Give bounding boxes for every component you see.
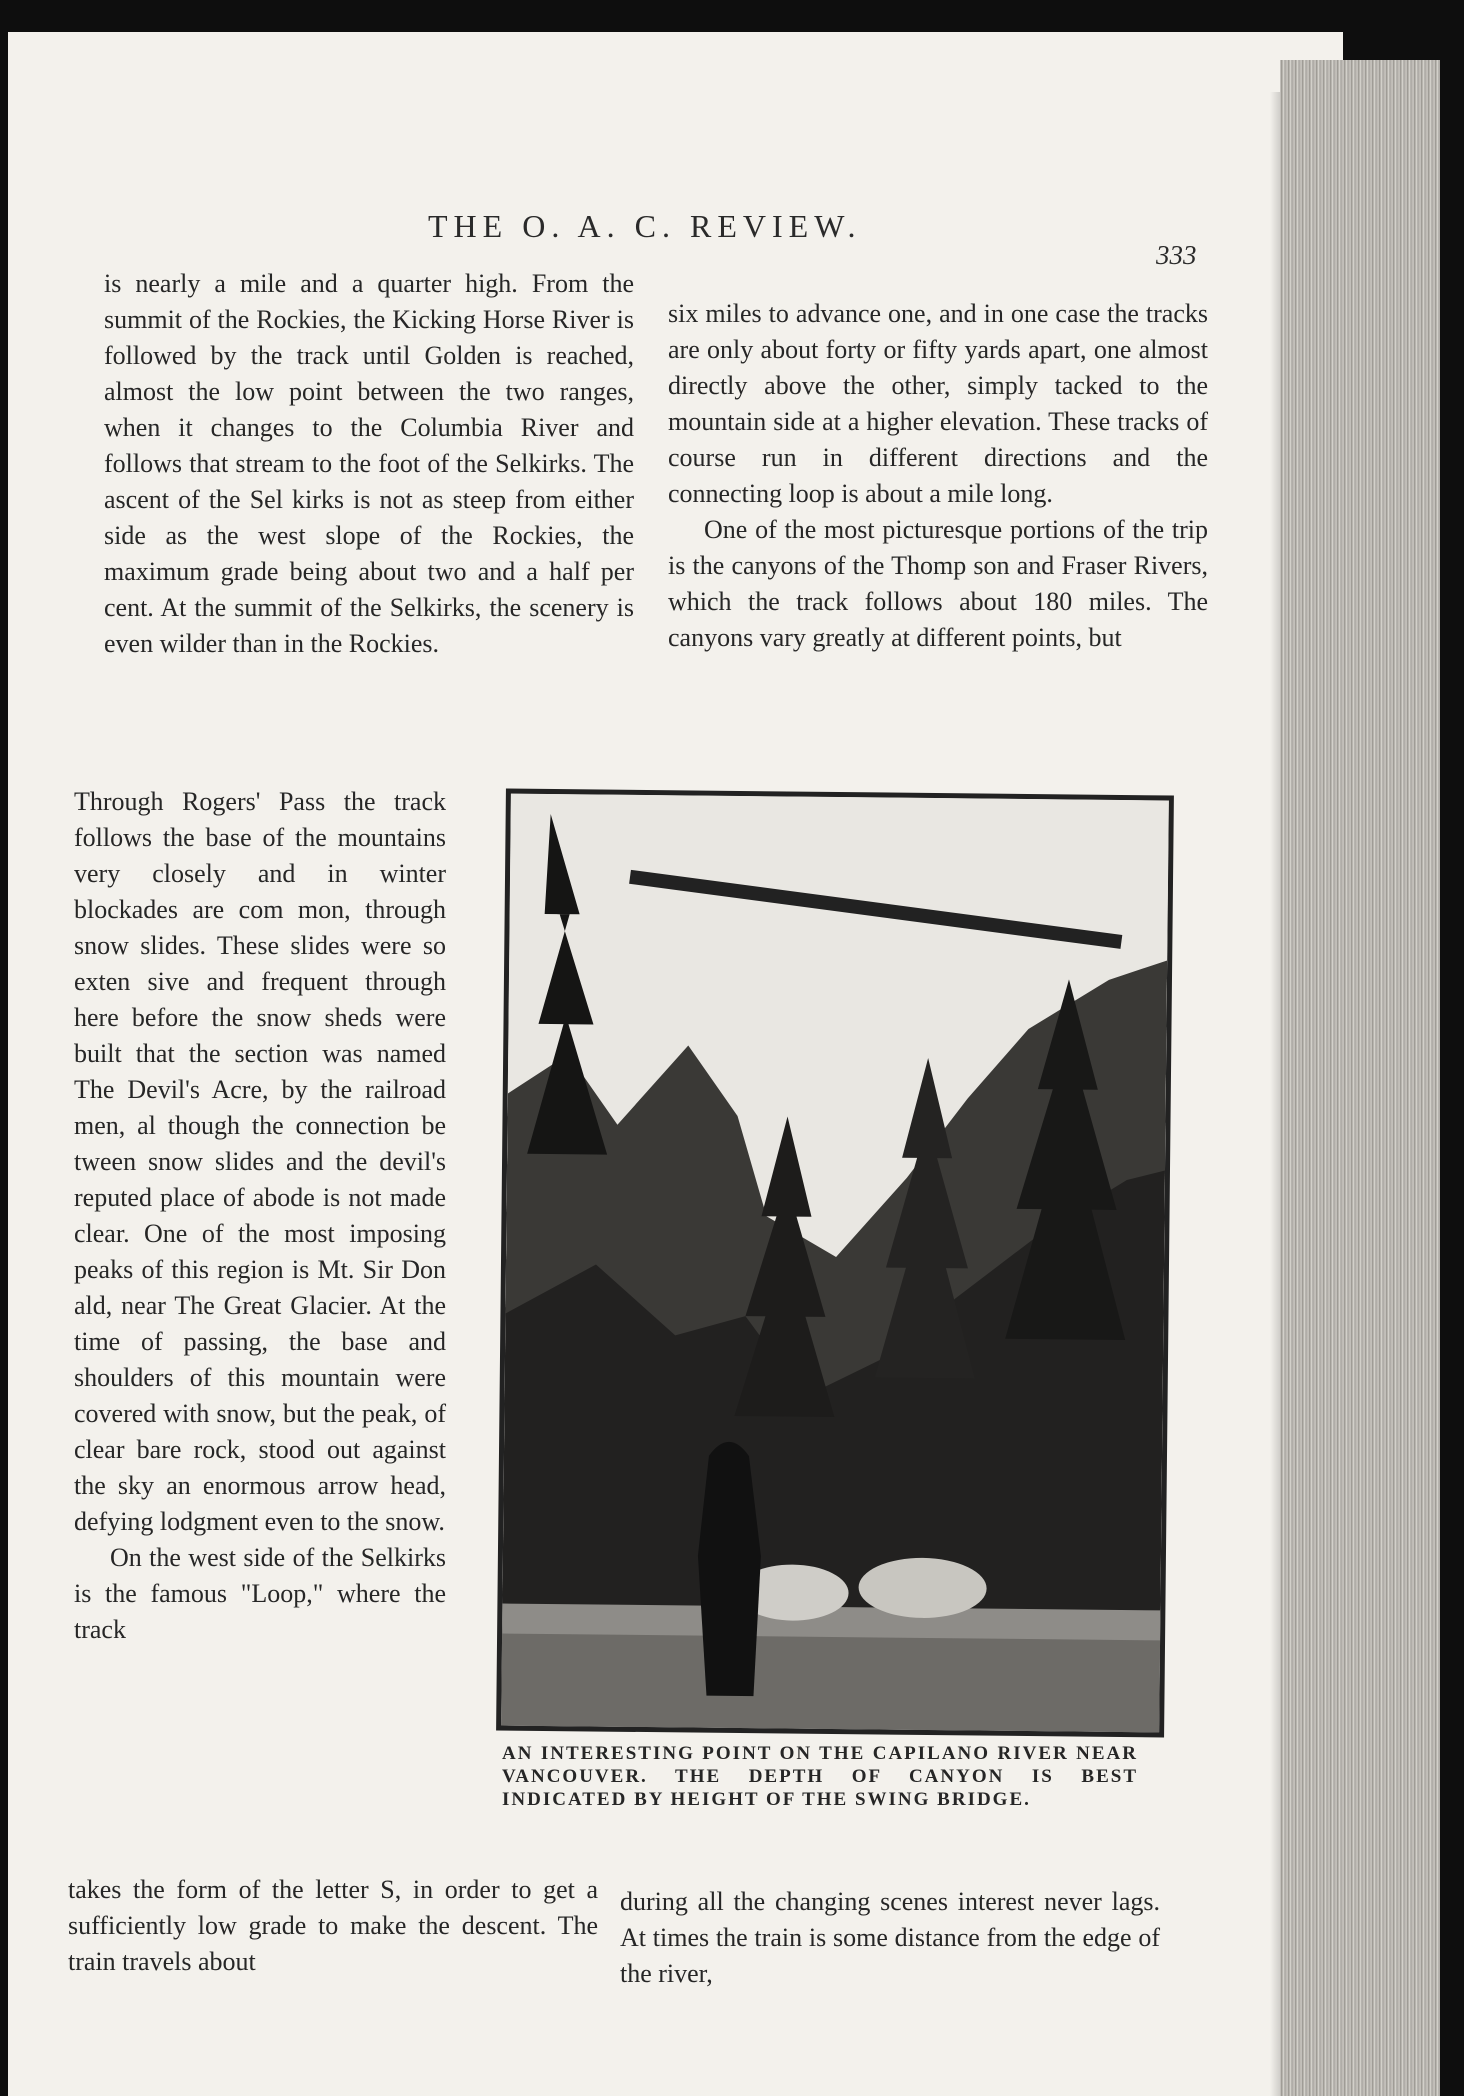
figure-caption: AN INTERESTING POINT ON THE CAPILANO RIVER NEAR VANCOUVER. THE DEPTH OF CANYON IS BEST INDICATED BY HEIGHT OF THE SWING BRIDGE. [502, 1743, 1138, 1810]
paragraph: is nearly a mile and a quarter high. From the summit of the Rockies, the Kicking Horse River is followed by the track until Golden is reached, almost the low point between the two ranges, when it changes to the Columbia River and follows that stream to the foot of the Selkirks. The ascent of the Sel kirks is not as steep from either side as the west slope of the Rockies, the maximum grade being about two and a half per cent. At the summit of the Selkirks, the scenery is even wilder than in the Rockies. [104, 269, 634, 658]
paragraph: One of the most picturesque portions of the trip is the canyons of the Thomp son and Fraser Rivers, which the track follows about 180 miles. The canyons vary greatly at different points, but [668, 515, 1208, 652]
right-column-bottom [620, 1884, 1160, 1992]
right-column-top [668, 296, 1208, 656]
page-number: 333 [1156, 240, 1197, 270]
running-head: THE O. A. C. REVIEW. [428, 208, 862, 244]
left-column-bottom [68, 1872, 598, 1980]
paragraph: six miles to advance one, and in one case the tracks are only about forty or fifty yards apart, one almost directly above the other, simply tacked to the mountain side at a higher elevation. These tracks of course run in different directions and the connecting loop is about a mile long. [668, 299, 1208, 508]
paragraph: On the west side of the Selkirks is the famous "Loop," where the track [74, 1543, 446, 1644]
left-column-top [104, 266, 634, 662]
paragraph: Through Rogers' Pass the track follows the base of the mountains very closely and in winter blockades are com mon, through snow slides. These slides were so exten sive and frequent through here before the snow sheds were built that the section was named The Devil's Acre, by the railroad men, al though the connection be tween snow slides and the devil's reputed place of abode is not made clear. One of the most imposing peaks of this region is Mt. Sir Don ald, near The Great Glacier. At the time of passing, the base and shoulders of this mountain were covered with snow, but the peak, of clear bare rock, stood out against the sky an enormous arrow head, defying lodgment even to the snow. [74, 787, 446, 1536]
paragraph: takes the form of the letter S, in order to get a sufficiently low grade to make the descent. The train travels about [68, 1875, 598, 1976]
canyon-photograph [496, 789, 1174, 1738]
book-page [8, 32, 1343, 2096]
page-stack-edge [1280, 60, 1440, 2096]
paragraph: during all the changing scenes interest never lags. At times the train is some distance from the edge of the river, [620, 1887, 1160, 1988]
left-column-beside-figure [74, 784, 474, 1648]
